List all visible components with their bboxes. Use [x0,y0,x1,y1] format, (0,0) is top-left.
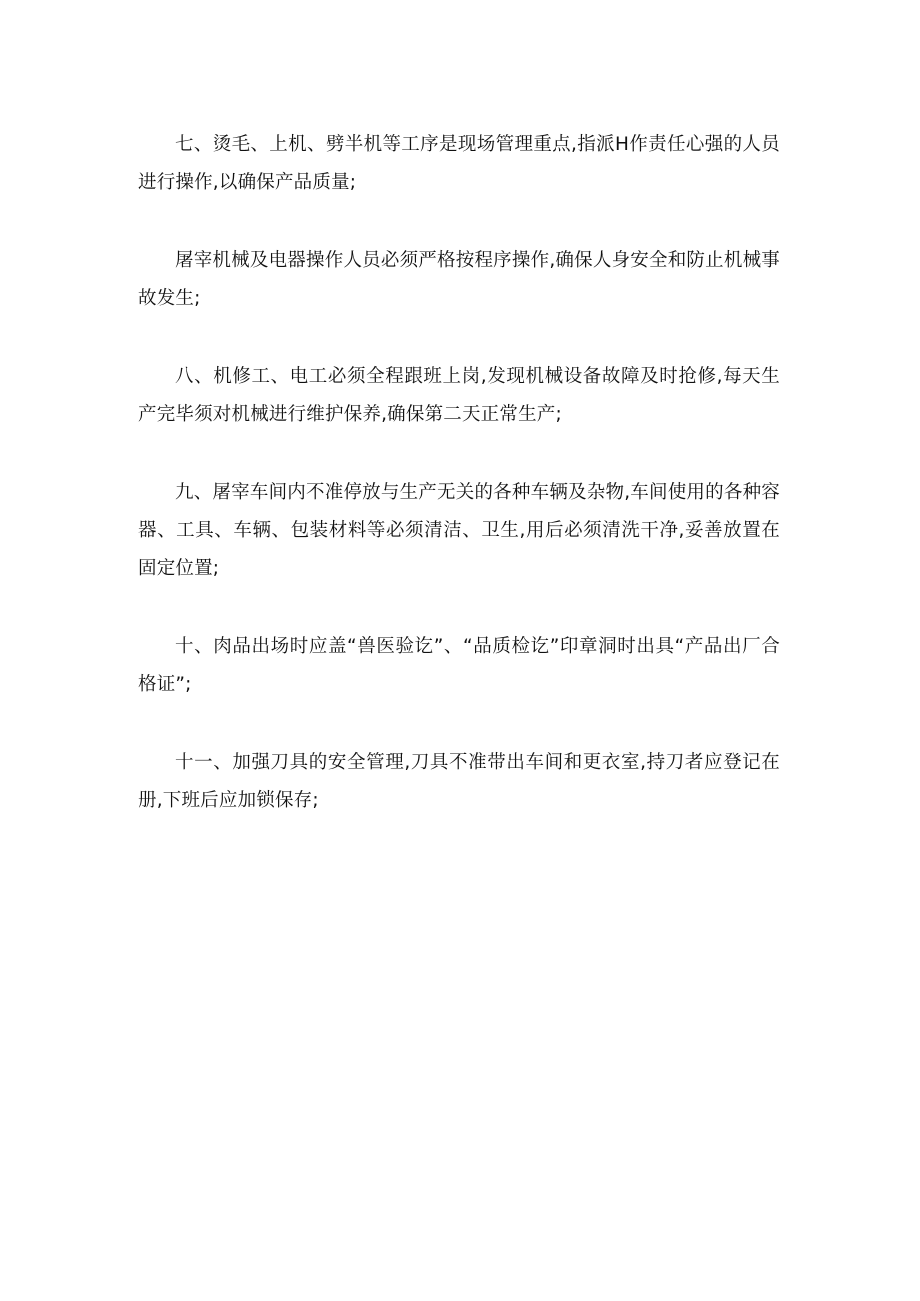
paragraph-nine: 九、屠宰车间内不准停放与生产无关的各种车辆及杂物,车间使用的各种容器、工具、车辆、包装材料等必须清洁、卫生,用后必须清洗干净,妥善放置在固定位置; [138,482,780,579]
document-body [138,126,780,860]
paragraph-ten: 十、肉品出场时应盖“兽医验讫”、“品质检讫”印章洞时出具“产品出厂合格证”; [138,636,780,695]
paragraph-eleven: 十一、加强刀具的安全管理,刀具不准带出车间和更衣室,持刀者应登记在册,下班后应加锁保存; [138,752,780,811]
paragraph-machinery-operation: 屠宰机械及电器操作人员必须严格按程序操作,确保人身安全和防止机械事故发生; [138,250,780,309]
paragraph-eight: 八、机修工、电工必须全程跟班上岗,发现机械设备故障及时抢修,每天生产完毕须对机械进行维护保养,确保第二天正常生产; [138,366,780,425]
paragraph-seven: 七、烫毛、上机、劈半机等工序是现场管理重点,指派H作责任心强的人员进行操作,以确保产品质量; [138,134,780,193]
